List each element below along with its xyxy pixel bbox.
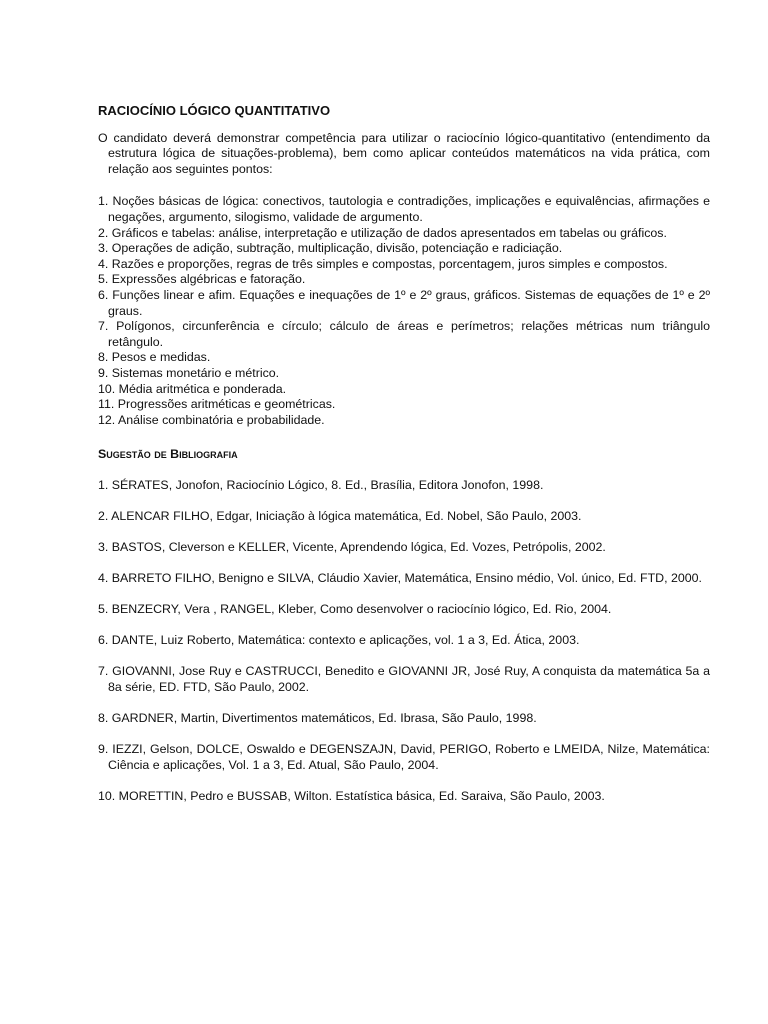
topic-item: 10. Média aritmética e ponderada. — [98, 381, 287, 396]
topic-item: 5. Expressões algébricas e fatoração. — [98, 272, 306, 287]
reference-item: 7. GIOVANNI, Jose Ruy e CASTRUCCI, Benedito e GIOVANNI JR, José Ruy, A conquista da matemática 5a a 8a série, ED. FTD, São Paulo, 2002. — [98, 664, 710, 695]
topics-list — [98, 194, 710, 428]
topic-item: 7. Polígonos, circunferência e círculo; cálculo de áreas e perímetros; relações métricas num triângulo retângulo. — [98, 319, 710, 349]
references-list — [98, 478, 710, 805]
reference-item: 1. SÉRATES, Jonofon, Raciocínio Lógico, 8. Ed., Brasília, Editora Jonofon, 1998. — [98, 477, 544, 492]
topic-item: 8. Pesos e medidas. — [98, 350, 211, 365]
intro-paragraph: O candidato deverá demonstrar competência para utilizar o raciocínio lógico-quantitativo (entendimento da estrutura lógica de situações-problema), bem como aplicar conteúdos matemáticos na vida prática, com relação aos seguintes pontos: — [98, 130, 710, 176]
reference-item: 2. ALENCAR FILHO, Edgar, Iniciação à lógica matemática, Ed. Nobel, São Paulo, 2003. — [98, 508, 582, 523]
topic-item: 9. Sistemas monetário e métrico. — [98, 365, 280, 380]
reference-item: 5. BENZECRY, Vera , RANGEL, Kleber, Como desenvolver o raciocínio lógico, Ed. Rio, 2004. — [98, 602, 612, 617]
reference-item: 6. DANTE, Luiz Roberto, Matemática: contexto e aplicações, vol. 1 a 3, Ed. Ática, 2003. — [98, 633, 580, 648]
bibliography-heading: Sugestão de Bibliografia — [98, 447, 238, 462]
reference-item: 8. GARDNER, Martin, Divertimentos matemáticos, Ed. Ibrasa, São Paulo, 1998. — [98, 711, 537, 726]
reference-item: 4. BARRETO FILHO, Benigno e SILVA, Cláudio Xavier, Matemática, Ensino médio, Vol. único, Ed. FTD, 2000. — [98, 571, 702, 586]
topic-item: 1. Noções básicas de lógica: conectivos, tautologia e contradições, implicações e equivalências, afirmações e negações, argumento, silogismo, validade de argumento. — [98, 194, 710, 224]
topic-item: 4. Razões e proporções, regras de três simples e compostas, porcentagem, juros simples e compostos. — [98, 256, 668, 271]
topic-item: 3. Operações de adição, subtração, multiplicação, divisão, potenciação e radiciação. — [98, 241, 563, 256]
topic-item: 12. Análise combinatória e probabilidade. — [98, 412, 325, 427]
document-title: RACIOCÍNIO LÓGICO QUANTITATIVO — [98, 103, 331, 118]
reference-item: 9. IEZZI, Gelson, DOLCE, Oswaldo e DEGENSZAJN, David, PERIGO, Roberto e LMEIDA, Nilze, Matemática: Ciência e aplicações, Vol. 1 a 3, Ed. Atual, São Paulo, 2004. — [98, 742, 710, 772]
topic-item: 11. Progressões aritméticas e geométricas. — [98, 397, 336, 412]
topic-item: 6. Funções linear e afim. Equações e inequações de 1º e 2º graus, gráficos. Sistemas de equações de 1º e 2º graus. — [98, 287, 710, 318]
topic-item: 2. Gráficos e tabelas: análise, interpretação e utilização de dados apresentados em tabelas ou gráficos. — [98, 225, 667, 240]
reference-item: 10. MORETTIN, Pedro e BUSSAB, Wilton. Estatística básica, Ed. Saraiva, São Paulo, 2003. — [98, 788, 605, 803]
document-page — [98, 103, 710, 820]
reference-item: 3. BASTOS, Cleverson e KELLER, Vicente, Aprendendo lógica, Ed. Vozes, Petrópolis, 2002. — [98, 540, 606, 555]
